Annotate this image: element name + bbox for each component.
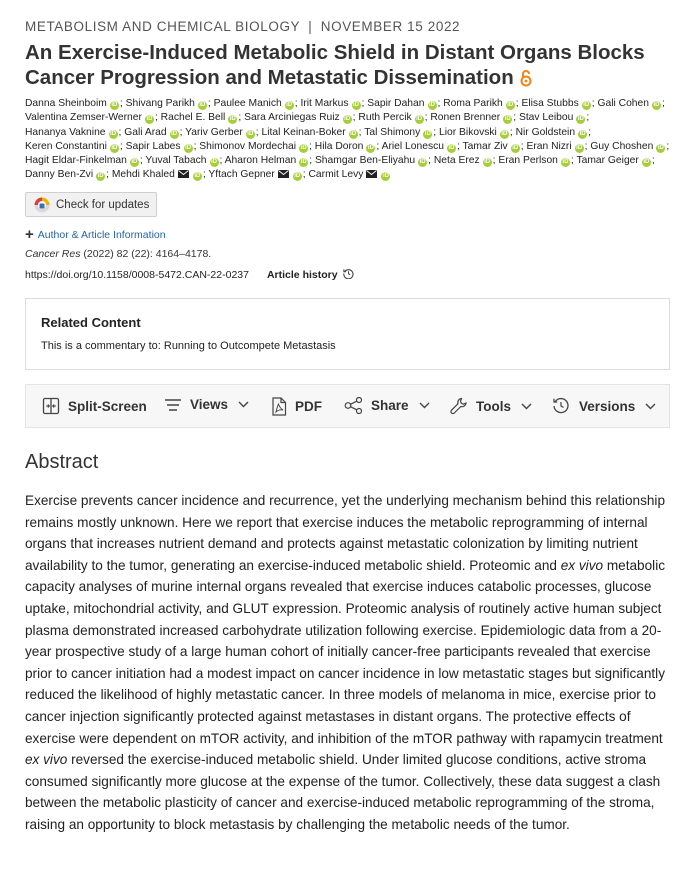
chevron-down-icon xyxy=(419,402,430,409)
related-content-heading: Related Content xyxy=(41,315,141,330)
author-name[interactable]: Stav Leibou xyxy=(518,112,574,124)
views-menu[interactable] xyxy=(164,397,249,412)
author-separator: ; xyxy=(358,126,365,138)
orcid-icon[interactable]: iD xyxy=(229,116,236,123)
author-name[interactable]: Paulee Manich xyxy=(213,98,282,109)
author-entry xyxy=(25,155,140,166)
author-entry xyxy=(126,141,194,152)
author-separator: ; xyxy=(666,140,670,152)
crossmark-icon xyxy=(34,197,50,213)
author-name[interactable]: Roma Parikh xyxy=(443,98,503,109)
author-name[interactable]: Keren Constantini xyxy=(25,140,107,152)
orcid-icon[interactable]: iD xyxy=(300,144,307,151)
orcid-icon[interactable]: iD xyxy=(211,159,217,166)
orcid-icon[interactable]: iD xyxy=(424,130,431,137)
orcid-icon[interactable]: iD xyxy=(194,173,201,180)
author-entry xyxy=(185,127,256,138)
author-separator: ; xyxy=(376,140,382,152)
author-name[interactable]: Lital Keinan-Boker xyxy=(261,126,346,138)
author-name[interactable]: Rachel E. Bell xyxy=(160,112,226,124)
author-entry xyxy=(526,141,584,152)
author-separator: ; xyxy=(651,155,655,167)
orcid-icon[interactable]: iD xyxy=(294,173,301,180)
author-separator: ; xyxy=(219,155,225,167)
orcid-icon[interactable]: iD xyxy=(484,159,491,166)
author-name[interactable]: Tamar Geiger xyxy=(576,155,639,167)
share-icon xyxy=(344,397,363,414)
orcid-icon[interactable]: iD xyxy=(501,130,508,137)
author-entry xyxy=(225,155,310,166)
author-entry xyxy=(498,155,571,166)
email-icon[interactable] xyxy=(278,169,289,183)
author-name[interactable]: Tal Shimony xyxy=(364,126,421,138)
orcid-icon[interactable]: iD xyxy=(286,102,293,108)
versions-label: Versions xyxy=(579,398,636,414)
article-title-text: An Exercise-Induced Metabolic Shield in Distant Organs Blocks Cancer Progression and Metastatic Dissemination xyxy=(25,41,645,89)
split-screen-icon xyxy=(42,397,60,415)
author-entry xyxy=(208,169,302,180)
article-toolbar xyxy=(25,384,670,428)
author-name[interactable]: Gali Cohen xyxy=(597,98,649,109)
author-name[interactable]: Yftach Gepner xyxy=(208,169,275,181)
abstract-part-3: reversed the exercise-induced metabolic shield. Under limited glucose conditions, active stroma consumed significantly more glucose at the expense of the tumor. Collectively, these data suggest a clash between the metabolic plasticity of cancer and exercise-induced metabolic reprogramming of the stroma, raising an opportunity to block metastasis by challenging the metabolic needs of the tumor. xyxy=(25,752,661,832)
author-separator: ; xyxy=(118,126,125,138)
author-name[interactable]: Carmit Levy xyxy=(308,169,364,181)
split-screen-label: Split-Screen xyxy=(68,398,147,414)
author-separator: ; xyxy=(509,126,516,138)
orcid-icon[interactable]: iD xyxy=(131,159,138,166)
author-entry xyxy=(430,112,513,123)
author-name[interactable]: Shivang Parikh xyxy=(125,98,195,109)
abstract-emphasis-2: ex vivo xyxy=(25,752,68,768)
author-name[interactable]: Gali Arad xyxy=(124,126,167,138)
author-name[interactable]: Ruth Percik xyxy=(358,112,412,124)
pdf-button[interactable] xyxy=(271,397,322,416)
share-menu[interactable] xyxy=(344,397,430,414)
views-label: Views xyxy=(190,397,229,412)
wrench-icon xyxy=(450,397,468,415)
lines-icon xyxy=(164,398,182,412)
author-name[interactable]: Valentina Zemser-Werner xyxy=(25,112,142,124)
author-separator: ; xyxy=(106,169,112,181)
abstract-heading: Abstract xyxy=(25,451,99,473)
open-access-lock-icon xyxy=(520,68,532,93)
article-history-button[interactable] xyxy=(267,268,354,282)
doi-link[interactable]: https://doi.org/10.1158/0008-5472.CAN-22-0237 xyxy=(25,269,249,281)
author-entry xyxy=(367,98,437,109)
author-name[interactable]: Aharon Helman xyxy=(224,155,297,167)
chevron-down-icon xyxy=(238,401,249,408)
author-name[interactable]: Tamar Ziv xyxy=(462,140,508,152)
orcid-icon[interactable]: iD xyxy=(577,116,584,123)
orcid-icon[interactable]: iD xyxy=(504,116,511,123)
abstract-part-1: Exercise prevents cancer incidence and recurrence, yet the underlying mechanism behind this relationship remains mostly unknown. Here we report that exercise induces the metabolic reprogramming of internal organs that increases nutrient demand and protects against metastatic colonization by limiting nutrient availability to the tumor, generating an exercise-induced metabolic shield. Proteomic and xyxy=(25,493,666,573)
orcid-icon[interactable]: iD xyxy=(419,159,426,166)
orcid-icon[interactable]: iD xyxy=(657,144,664,151)
author-separator: ; xyxy=(139,155,146,167)
citation xyxy=(25,248,211,260)
citation-details: (2022) 82 (22): 4164–4178. xyxy=(80,248,212,260)
abstract-part-2: metabolic capacity analyses of murine internal organs revealed that exercise induces catabolic processes, glucose uptake, mitochondrial activity, and GLUT expression. Proteomic analysis of routinely active human subject plasma demonstrated increased carbohydrate utilization following exercise. Epidemiologic data from a 20-year prospective study of a large human cohort of initially cancer-free participants revealed that exercise prior to cancer initiation had a modest impact on cancer incidence in low metastatic stages but significantly reduced the likelihood of highly metastatic cancer. In three models of melanoma in mice, exercise prior to cancer injection significantly protected against metastases in distant organs. The protective effects of exercise were dependent on mTOR activity, and inhibition of the mTOR pathway with rapamycin treatment xyxy=(25,557,666,746)
check-for-updates-label: Check for updates xyxy=(56,198,150,211)
author-entry xyxy=(382,141,457,152)
author-name[interactable]: Sapir Labes xyxy=(125,140,181,152)
related-content-link[interactable]: Running to Outcompete Metastasis xyxy=(163,340,336,352)
author-separator: ; xyxy=(588,126,591,138)
author-name[interactable]: Neta Erez xyxy=(433,155,480,167)
pdf-icon xyxy=(271,397,287,416)
author-name[interactable]: Ariel Lonescu xyxy=(381,140,444,152)
author-list xyxy=(25,97,670,184)
orcid-icon[interactable]: iD xyxy=(416,116,423,123)
author-name[interactable]: Sara Arciniegas Ruiz xyxy=(244,112,340,124)
orcid-icon[interactable]: iD xyxy=(429,102,435,108)
author-separator: ; xyxy=(513,112,519,124)
author-name[interactable]: Ronen Brenner xyxy=(430,112,501,124)
orcid-icon[interactable]: iD xyxy=(171,130,178,137)
pdf-label: PDF xyxy=(295,399,322,414)
article-history-label: Article history xyxy=(266,269,338,281)
author-entry xyxy=(244,112,353,123)
share-label: Share xyxy=(371,398,409,413)
author-entry xyxy=(126,98,208,109)
doi-line xyxy=(25,268,354,282)
orcid-icon[interactable]: iD xyxy=(300,159,307,166)
orcid-icon[interactable]: iD xyxy=(579,130,586,137)
author-entry xyxy=(25,169,106,180)
author-separator: ; xyxy=(492,155,499,167)
orcid-icon[interactable]: iD xyxy=(344,116,351,123)
related-content-box xyxy=(25,298,670,370)
author-entry xyxy=(463,141,521,152)
orcid-icon[interactable]: iD xyxy=(562,159,569,166)
author-name[interactable]: Hagit Eldar-Finkelman xyxy=(25,155,127,167)
email-icon[interactable] xyxy=(366,169,377,183)
orcid-icon[interactable]: iD xyxy=(146,116,153,123)
orcid-icon[interactable]: iD xyxy=(507,102,514,108)
author-entry xyxy=(315,155,428,166)
author-entry xyxy=(576,155,651,166)
chevron-down-icon xyxy=(645,403,656,410)
author-separator: ; xyxy=(456,140,463,152)
author-separator: ; xyxy=(309,155,315,167)
author-separator: ; xyxy=(352,112,359,124)
split-screen-button[interactable] xyxy=(42,397,147,415)
orcid-icon[interactable]: iD xyxy=(448,144,455,151)
author-entry xyxy=(439,127,510,138)
author-name[interactable]: Irit Markus xyxy=(300,98,349,109)
author-name[interactable]: Sapir Dahan xyxy=(367,98,425,109)
author-name[interactable]: Eran Perlson xyxy=(498,155,558,167)
orcid-icon[interactable]: iD xyxy=(382,173,389,180)
author-separator: ; xyxy=(424,112,431,124)
orcid-icon[interactable]: iD xyxy=(111,102,118,108)
orcid-icon[interactable]: iD xyxy=(350,130,357,137)
author-name[interactable]: Hananya Vaknine xyxy=(25,126,106,138)
author-separator: ; xyxy=(586,112,590,124)
author-separator: ; xyxy=(207,98,214,109)
author-separator: ; xyxy=(255,126,262,138)
author-name[interactable]: Shamgar Ben-Eliyahu xyxy=(314,155,416,167)
author-separator: ; xyxy=(437,98,444,109)
author-entry xyxy=(590,141,666,152)
journal-section: METABOLISM AND CHEMICAL BIOLOGY xyxy=(25,19,300,34)
author-separator: ; xyxy=(119,98,126,109)
author-entry xyxy=(124,127,179,138)
author-separator: ; xyxy=(302,169,309,181)
author-name[interactable]: Shimonov Mordechai xyxy=(199,140,297,152)
author-entry xyxy=(364,127,433,138)
author-name[interactable]: Yuval Tabach xyxy=(145,155,207,167)
author-separator: ; xyxy=(238,112,245,124)
author-name[interactable]: Nir Goldstein xyxy=(515,126,576,138)
orcid-icon[interactable]: iD xyxy=(185,144,192,151)
article-title xyxy=(25,40,665,93)
author-entry xyxy=(25,112,155,123)
author-entry xyxy=(300,98,361,109)
orcid-icon[interactable]: iD xyxy=(367,144,374,151)
author-separator: ; xyxy=(661,98,665,109)
author-article-info-toggle[interactable] xyxy=(25,226,166,243)
author-entry xyxy=(516,127,589,138)
author-separator: ; xyxy=(584,140,591,152)
author-separator: ; xyxy=(515,98,522,109)
author-entry xyxy=(519,112,586,123)
author-separator: ; xyxy=(428,155,434,167)
versions-menu[interactable] xyxy=(552,397,656,415)
author-entry xyxy=(161,112,239,123)
author-entry xyxy=(309,169,392,180)
abstract-text xyxy=(25,490,673,836)
author-separator: ; xyxy=(202,169,209,181)
history-clock-icon xyxy=(343,268,354,282)
author-separator: ; xyxy=(570,155,577,167)
author-name[interactable]: Danna Sheinboim xyxy=(25,98,107,109)
versions-clock-icon xyxy=(552,397,571,415)
orcid-icon[interactable]: iD xyxy=(97,173,104,180)
orcid-icon[interactable]: iD xyxy=(199,102,206,108)
author-entry xyxy=(358,112,424,123)
author-name[interactable]: Elisa Stubbs xyxy=(521,98,579,109)
related-content-prefix: This is a commentary to: xyxy=(41,340,164,352)
author-separator: ; xyxy=(520,140,527,152)
author-entry xyxy=(112,169,203,180)
author-article-info-label: Author & Article Information xyxy=(37,229,166,241)
orcid-icon[interactable]: iD xyxy=(110,130,117,137)
author-entry xyxy=(434,155,493,166)
author-name[interactable]: Yariv Gerber xyxy=(185,126,243,138)
author-name[interactable]: Lior Bikovski xyxy=(439,126,497,138)
author-separator: ; xyxy=(179,126,186,138)
author-entry xyxy=(597,98,662,109)
author-separator: ; xyxy=(294,98,301,109)
author-separator: ; xyxy=(309,140,315,152)
chevron-down-icon xyxy=(521,403,532,410)
orcid-icon[interactable]: iD xyxy=(353,102,360,108)
author-entry xyxy=(25,98,120,109)
author-entry xyxy=(443,98,516,109)
author-entry xyxy=(25,127,119,138)
author-entry xyxy=(315,141,377,152)
orcid-icon[interactable]: iD xyxy=(111,144,118,151)
author-entry xyxy=(214,98,295,109)
orcid-icon[interactable]: iD xyxy=(576,144,583,151)
author-name[interactable]: Mehdi Khaled xyxy=(111,169,175,181)
plus-icon: + xyxy=(25,226,34,243)
tools-label: Tools xyxy=(476,398,511,414)
abstract-emphasis-1: ex vivo xyxy=(560,557,604,573)
citation-journal: Cancer Res xyxy=(25,248,81,260)
author-separator: ; xyxy=(119,140,126,152)
author-name[interactable]: Danny Ben-Zvi xyxy=(25,169,94,181)
author-name[interactable]: Eran Nizri xyxy=(526,140,572,152)
author-entry xyxy=(25,141,120,152)
orcid-icon[interactable]: iD xyxy=(643,159,650,166)
orcid-icon[interactable]: iD xyxy=(247,130,254,137)
article-meta-line xyxy=(25,19,460,34)
author-separator: ; xyxy=(193,140,200,152)
email-icon[interactable] xyxy=(178,169,189,183)
tools-menu[interactable] xyxy=(450,397,532,415)
author-entry xyxy=(521,98,591,109)
author-name[interactable]: Hila Doron xyxy=(314,140,364,152)
orcid-icon[interactable]: iD xyxy=(653,102,660,108)
author-name[interactable]: Guy Choshen xyxy=(590,140,654,152)
author-separator: ; xyxy=(433,126,440,138)
author-entry xyxy=(145,155,219,166)
meta-separator: | xyxy=(308,19,313,34)
orcid-icon[interactable]: iD xyxy=(583,102,590,108)
author-separator: ; xyxy=(361,98,368,109)
author-entry xyxy=(262,127,359,138)
author-separator: ; xyxy=(591,98,598,109)
author-entry xyxy=(199,141,309,152)
publication-date: NOVEMBER 15 2022 xyxy=(320,19,461,34)
related-content-text xyxy=(41,340,336,352)
check-for-updates-button[interactable] xyxy=(25,192,157,217)
author-separator: ; xyxy=(154,112,161,124)
orcid-icon[interactable]: iD xyxy=(512,144,519,151)
